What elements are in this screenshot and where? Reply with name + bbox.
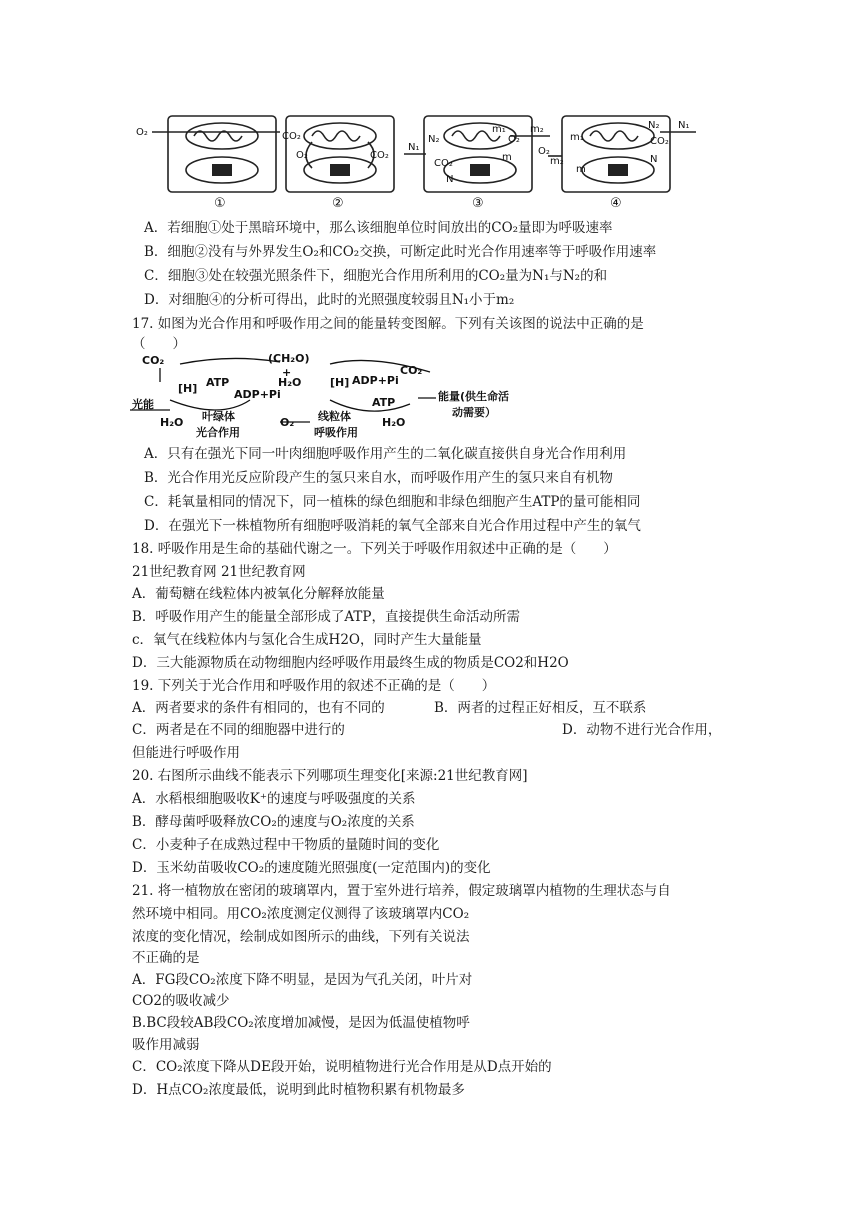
- q21-option-a: A．FG段CO₂浓度下降不明显，是因为气孔关闭，叶片对: [132, 972, 473, 988]
- q18-option-b: B．呼吸作用产生的能量全部形成了ATP，直接提供生命活动所需: [132, 609, 521, 625]
- cell-3-box: [424, 116, 532, 192]
- svg-text:m: m: [502, 152, 512, 163]
- q16-option-b: B．细胞②没有与外界发生O₂和CO₂交换，可断定此时光合作用速率等于呼吸作用速率: [144, 244, 657, 260]
- cell-label-3: ③: [472, 196, 484, 208]
- cell-label-1: ①: [214, 196, 226, 208]
- svg-text:CO₂: CO₂: [142, 354, 165, 367]
- q19-option-d: D．动物不进行光合作用，: [562, 722, 722, 738]
- svg-text:CO₂: CO₂: [400, 364, 423, 377]
- svg-text:N: N: [446, 174, 454, 185]
- svg-text:(CH₂O): (CH₂O): [268, 352, 310, 365]
- q20-stem: 20. 右图所示曲线不能表示下列哪项生理变化[来源:21世纪教育网]: [132, 768, 528, 784]
- q17-option-d: D．在强光下一株植物所有细胞呼吸消耗的氧气全部来自光合作用过程中产生的氧气: [144, 518, 641, 534]
- q17-stem: 17. 如图为光合作用和呼吸作用之间的能量转变图解。下列有关该图的说法中正确的是: [132, 316, 644, 332]
- q20-option-b: B．酵母菌呼吸释放CO₂的速度与O₂浓度的关系: [132, 814, 415, 830]
- svg-text:O₂: O₂: [296, 150, 308, 161]
- svg-text:ATP: ATP: [206, 376, 230, 389]
- energy-conversion-diagram: [130, 350, 550, 442]
- q21-option-a-cont: CO2的吸收减少: [132, 993, 230, 1009]
- svg-text:m₂: m₂: [530, 124, 544, 135]
- q21-line-4: 不正确的是: [132, 950, 200, 966]
- svg-text:CO₂: CO₂: [282, 131, 301, 142]
- q19-option-a: A．两者要求的条件有相同的，也有不同的: [132, 700, 385, 716]
- cell-label-4: ④: [610, 196, 622, 208]
- svg-text:动需要）: 动需要）: [452, 406, 496, 419]
- q21-option-d: D．H点CO₂浓度最低，说明到此时植物积累有机物最多: [132, 1082, 465, 1098]
- svg-text:O₂: O₂: [538, 146, 550, 157]
- svg-text:CO₂: CO₂: [434, 158, 453, 169]
- q17-option-a: A．只有在强光下同一叶肉细胞呼吸作用产生的二氧化碳直接供自身光合作用利用: [144, 446, 627, 462]
- q18-option-c: c．氧气在线粒体内与氢化合生成H2O，同时产生大量能量: [132, 632, 482, 648]
- svg-text:N: N: [650, 154, 658, 165]
- svg-text:m: m: [576, 164, 586, 175]
- svg-text:CO₂: CO₂: [370, 150, 389, 161]
- q19-option-b: B．两者的过程正好相反，互不联系: [434, 700, 647, 716]
- four-cell-diagram: [130, 108, 710, 208]
- svg-text:O₂: O₂: [280, 416, 295, 429]
- cell-1-box: [168, 116, 276, 192]
- svg-text:N₁: N₁: [678, 120, 690, 131]
- q21-option-c: C．CO₂浓度下降从DE段开始，说明植物进行光合作用是从D点开始的: [132, 1059, 552, 1075]
- q16-option-c: C．细胞③处在较强光照条件下，细胞光合作用所利用的CO₂量为N₁与N₂的和: [144, 268, 608, 284]
- svg-text:N₁: N₁: [408, 142, 420, 153]
- q21-line-3: 浓度的变化情况，绘制成如图所示的曲线，下列有关说法: [132, 929, 470, 945]
- svg-text:H₂O: H₂O: [278, 376, 302, 389]
- svg-text:光合作用: 光合作用: [196, 426, 240, 439]
- q20-option-a: A．水稻根细胞吸收K⁺的速度与呼吸强度的关系: [132, 791, 416, 807]
- svg-text:N₂: N₂: [428, 134, 440, 145]
- svg-text:H₂O: H₂O: [382, 416, 406, 429]
- svg-text:线粒体: 线粒体: [318, 410, 351, 423]
- svg-text:H₂O: H₂O: [160, 416, 184, 429]
- q21-line-2: 然环境中相同。用CO₂浓度测定仪测得了该玻璃罩内CO₂: [132, 906, 470, 922]
- cell-1-mitochondrion: [186, 123, 258, 149]
- svg-text:m₂: m₂: [550, 156, 564, 167]
- svg-text:能量(供生命活: 能量(供生命活: [438, 390, 510, 403]
- q21-line-1: 21. 将一植物放在密闭的玻璃罩内，置于室外进行培养，假定玻璃罩内植物的生理状态与自: [132, 883, 671, 899]
- q17-blank: （ ）: [132, 336, 186, 352]
- svg-text:叶绿体: 叶绿体: [202, 410, 235, 423]
- svg-text:O₂: O₂: [508, 134, 520, 145]
- q19-option-c: C．两者是在不同的细胞器中进行的: [132, 722, 345, 738]
- q16-option-d: D．对细胞④的分析可得出，此时的光照强度较弱且N₁小于m₂: [144, 292, 515, 308]
- svg-text:+: +: [282, 366, 292, 379]
- svg-text:呼吸作用: 呼吸作用: [314, 426, 358, 439]
- q21-option-b-cont: 吸作用减弱: [132, 1037, 200, 1053]
- q17-option-c: C．耗氧量相同的情况下，同一植株的绿色细胞和非绿色细胞产生ATP的量可能相同: [144, 494, 641, 510]
- q21-option-b: B.BC段较AB段CO₂浓度增加减慢，是因为低温使植物呼: [132, 1015, 470, 1031]
- q19-option-d-cont: 但能进行呼吸作用: [132, 745, 240, 761]
- svg-text:m₁: m₁: [570, 132, 584, 143]
- q19-stem: 19. 下列关于光合作用和呼吸作用的叙述不正确的是（ ）: [132, 678, 496, 694]
- svg-text:ADP+Pi: ADP+Pi: [234, 388, 281, 401]
- q20-option-c: C．小麦种子在成熟过程中干物质的量随时间的变化: [132, 837, 440, 853]
- svg-text:m₁: m₁: [492, 124, 506, 135]
- q20-option-d: D．玉米幼苗吸收CO₂的速度随光照强度(一定范围内)的变化: [132, 860, 491, 876]
- svg-text:N₂: N₂: [648, 120, 660, 131]
- svg-text:ADP+Pi: ADP+Pi: [352, 374, 399, 387]
- q18-stem: 18. 呼吸作用是生命的基础代谢之一。下列关于呼吸作用叙述中正确的是（ ）: [132, 541, 617, 557]
- svg-text:[H]: [H]: [178, 382, 198, 395]
- svg-text:[H]: [H]: [330, 376, 350, 389]
- svg-text:O₂: O₂: [136, 127, 148, 138]
- q18-option-d: D．三大能源物质在动物细胞内经呼吸作用最终生成的物质是CO2和H2O: [132, 655, 569, 671]
- svg-text:光能: 光能: [132, 398, 154, 411]
- q17-option-b: B．光合作用光反应阶段产生的氢只来自水，而呼吸作用产生的氢只来自有机物: [144, 470, 613, 486]
- q18-option-a: A．葡萄糖在线粒体内被氧化分解释放能量: [132, 586, 385, 602]
- q18-source: 21世纪教育网 21世纪教育网: [132, 564, 306, 580]
- cell-label-2: ②: [332, 196, 344, 208]
- svg-text:CO₂: CO₂: [650, 136, 669, 147]
- svg-text:ATP: ATP: [372, 396, 396, 409]
- q16-option-a: A．若细胞①处于黑暗环境中，那么该细胞单位时间放出的CO₂量即为呼吸速率: [144, 220, 613, 236]
